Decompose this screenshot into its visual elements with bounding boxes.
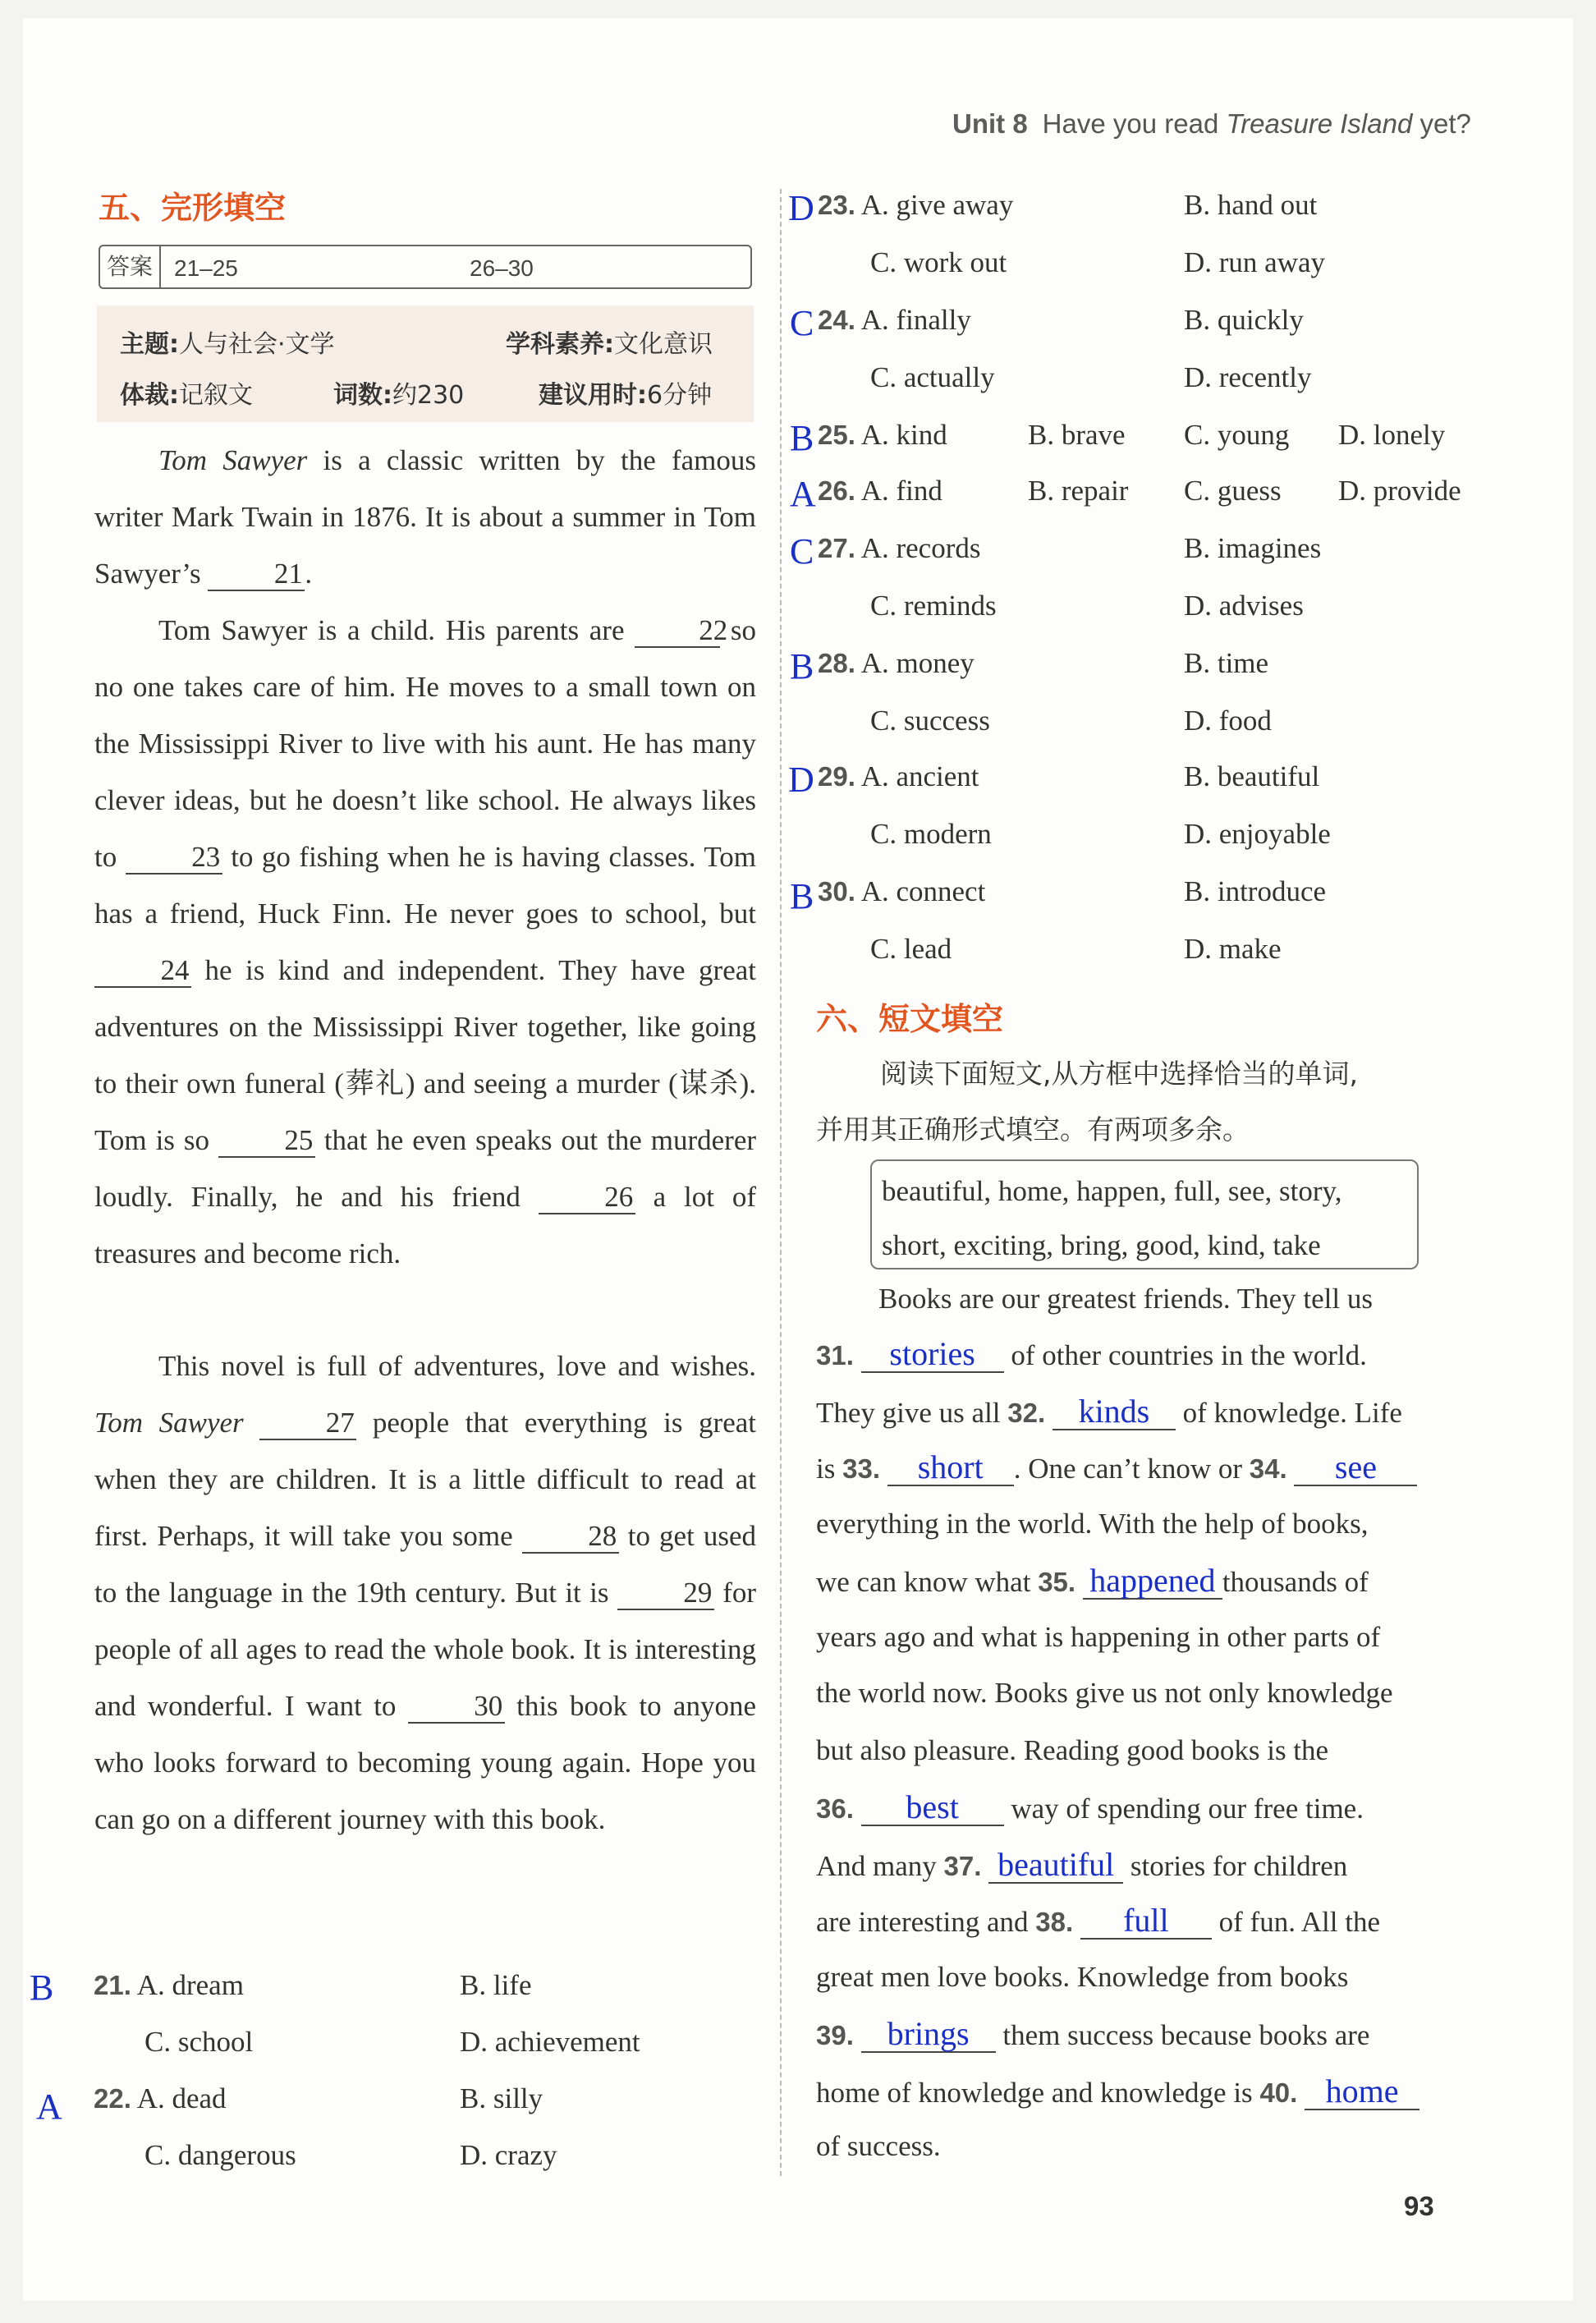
option-a[interactable]: A. dream [136, 1969, 244, 2001]
blank-39[interactable] [861, 2017, 996, 2053]
question-number: 22. [94, 2083, 131, 2114]
blank-number-38: 38. [1035, 1907, 1074, 1937]
option-b[interactable]: B. quickly [1184, 304, 1304, 336]
option-b[interactable]: B. time [1184, 647, 1269, 679]
paragraph-text: to go fishing when he is having classes. Tom has a friend, Huck Finn. He never goes to school, but [94, 841, 756, 930]
blank-number-37: 37. [943, 1851, 982, 1881]
passage-line: but also pleasure. Reading good books is the [816, 1734, 1329, 1766]
passage-line-36 [816, 1790, 1364, 1826]
question-24 [818, 304, 971, 337]
paragraph-text: a lot of treasures and become rich. [94, 1181, 757, 1269]
option-d[interactable]: D. crazy [460, 2139, 557, 2171]
handwritten-answer-28: B [790, 646, 814, 686]
section-6-title: 六、短文填空 [816, 1001, 1004, 1037]
option-d[interactable]: D. food [1184, 705, 1272, 737]
paragraph-text: to get used to the language in the 19th century. But it is [94, 1520, 757, 1609]
paragraph-text: this book to anyone who looks forward to becoming young again. Hope you can go on a different journey with this book. [94, 1690, 756, 1835]
answer-box [99, 245, 752, 289]
option-c[interactable]: C. success [870, 705, 990, 737]
column-divider [780, 189, 782, 2176]
handwritten-answer-30: B [790, 876, 814, 916]
word-count-value: 约230 [392, 381, 465, 410]
handwritten-answer-29: D [788, 760, 814, 800]
blank-31[interactable] [861, 1337, 1004, 1373]
section-5-title: 五、完形填空 [99, 190, 287, 226]
paragraph-text: people that everything is great when they are children. It is a little difficult to read at first. Perhaps, it will take you some [94, 1407, 757, 1552]
question-21 [94, 1969, 244, 2002]
blank-number-36: 36. [816, 1793, 854, 1824]
unit-title-end: yet? [1412, 108, 1471, 139]
question-number: 27. [818, 533, 855, 563]
option-b[interactable]: B. hand out [1184, 189, 1318, 221]
passage-text: are interesting and [816, 1906, 1029, 1938]
passage-line: the world now. Books give us not only knowledge [816, 1677, 1393, 1709]
option-d[interactable]: D. advises [1184, 590, 1304, 622]
word-bank-box [870, 1159, 1419, 1269]
passage-line-40 [816, 2074, 1419, 2110]
blank-37[interactable] [988, 1848, 1123, 1884]
unit-title: Have you read [1042, 108, 1227, 139]
question-27 [818, 532, 980, 565]
time-label: 建议用时: [539, 381, 647, 410]
option-d[interactable]: D. lonely [1338, 419, 1446, 451]
handwritten-answer-31: stories [889, 1335, 975, 1372]
page-number: 93 [1404, 2191, 1434, 2221]
option-b[interactable]: B. beautiful [1184, 760, 1320, 792]
handwritten-answer-36: best [906, 1788, 959, 1825]
option-a[interactable]: A. kind [860, 419, 947, 451]
question-number: 28. [818, 648, 855, 678]
option-c[interactable]: C. work out [870, 246, 1007, 278]
handwritten-answer-32: kinds [1078, 1393, 1150, 1430]
passage-text: we can know what [816, 1566, 1031, 1598]
passage-text: And many [816, 1850, 937, 1882]
passage-line-39 [816, 2017, 1369, 2053]
option-a[interactable]: A. finally [860, 304, 971, 336]
passage-line-32 [816, 1394, 1402, 1430]
option-c[interactable]: C. lead [870, 933, 952, 965]
passage-text: They give us all [816, 1397, 1001, 1429]
question-30 [818, 875, 985, 908]
handwritten-answer-26: A [790, 474, 816, 514]
passage-line: everything in the world. With the help of books, [816, 1508, 1369, 1540]
option-a[interactable]: A. find [860, 475, 942, 507]
question-number: 29. [818, 761, 855, 792]
option-d[interactable]: D. provide [1338, 475, 1461, 507]
cloze-paragraph-2 [94, 602, 756, 1282]
blank-36[interactable] [861, 1790, 1004, 1826]
cloze-paragraph-3 [94, 1338, 756, 1848]
blank-25[interactable]: 25 [218, 1126, 315, 1158]
blank-number-31: 31. [816, 1340, 854, 1370]
blank-35[interactable] [1083, 1563, 1222, 1600]
handwritten-answer-24: C [790, 303, 814, 343]
blank-34[interactable] [1294, 1450, 1417, 1486]
passage-text: thousands of [1222, 1566, 1369, 1598]
option-d[interactable]: D. enjoyable [1184, 818, 1331, 850]
passage-line-31 [816, 1337, 1367, 1373]
paragraph-text: . [305, 558, 313, 590]
question-number: 25. [818, 420, 855, 450]
handwritten-answer-23: D [788, 188, 814, 228]
paragraph-text: that he even speaks out the murderer loudly. Finally, he and his friend [94, 1124, 757, 1213]
question-29 [818, 760, 979, 793]
blank-30[interactable]: 30 [408, 1692, 505, 1724]
unit-label: Unit 8 [952, 108, 1028, 139]
unit-header [952, 108, 1471, 140]
passage-text: of knowledge. Life [1182, 1397, 1402, 1429]
literacy-label: 学科素养: [506, 330, 614, 359]
paragraph-text: Tom Sawyer is a child. His parents are [158, 614, 635, 646]
question-25 [818, 419, 947, 452]
option-a[interactable]: A. connect [860, 875, 986, 907]
option-c[interactable]: C. young [1184, 419, 1290, 451]
blank-number-40: 40. [1259, 2077, 1298, 2108]
answer-range-1: 21–25 [174, 255, 238, 281]
option-d[interactable]: D. achievement [460, 2026, 640, 2058]
passage-text: of other countries in the world. [1011, 1339, 1367, 1371]
book-title: Tom Sawyer [94, 1407, 244, 1439]
handwritten-answer-22: A [36, 2087, 62, 2127]
instruction-line-2: 并用其正确形式填空。有两项多余。 [816, 1113, 1250, 1145]
option-a[interactable]: A. dead [136, 2082, 227, 2114]
blank-33[interactable] [887, 1450, 1014, 1486]
question-23 [818, 189, 1013, 222]
genre-value: 记叙文 [179, 381, 253, 410]
topic-label: 主题: [120, 330, 179, 359]
option-b[interactable]: B. brave [1028, 419, 1126, 451]
paragraph-text: for people of all ages to read the whole book. It is interesting and wonderful. I want to [94, 1577, 757, 1722]
book-title: Tom Sawyer [158, 444, 308, 476]
topic-value: 人与社会·文学 [179, 330, 335, 359]
passage-line-35 [816, 1563, 1369, 1600]
paragraph-text: he is kind and independent. They have great adventures on the Mississippi River together, like going to their own funeral (葬礼) and seeing a murder (谋杀). Tom is so [94, 954, 756, 1156]
blank-24[interactable]: 24 [94, 956, 191, 988]
blank-26[interactable]: 26 [539, 1182, 635, 1214]
passage-line: great men love books. Knowledge from books [816, 1961, 1349, 1993]
word-count-label: 词数: [333, 381, 392, 410]
option-a[interactable]: A. records [860, 532, 981, 564]
question-28 [818, 647, 975, 680]
paragraph-text [244, 1407, 260, 1439]
blank-29[interactable]: 29 [617, 1578, 714, 1610]
word-bank-line-1: beautiful, home, happen, full, see, story, [882, 1175, 1342, 1207]
handwritten-answer-35: happened [1089, 1562, 1216, 1599]
option-c[interactable]: C. school [144, 2026, 254, 2058]
question-number: 24. [818, 305, 855, 335]
passage-info-box [97, 305, 754, 422]
cloze-paragraph-1 [94, 432, 756, 602]
option-d[interactable]: D. run away [1184, 246, 1326, 278]
option-b[interactable]: B. introduce [1184, 875, 1327, 907]
passage-text: is [816, 1453, 836, 1485]
blank-22[interactable]: 22 [635, 616, 720, 648]
option-a[interactable]: A. money [860, 647, 975, 679]
passage-text: of fun. All the [1218, 1906, 1381, 1938]
blank-28[interactable]: 28 [522, 1522, 619, 1554]
passage-text: . One can’t know or [1013, 1453, 1243, 1485]
handwritten-answer-27: C [790, 531, 814, 572]
blank-number-39: 39. [816, 2020, 854, 2050]
option-a[interactable]: A. give away [860, 189, 1014, 221]
question-number: 23. [818, 190, 855, 220]
blank-number-34: 34. [1249, 1453, 1287, 1484]
option-c[interactable]: C. reminds [870, 590, 997, 622]
option-c[interactable]: C. modern [870, 818, 992, 850]
passage-line-38 [816, 1903, 1380, 1940]
blank-27[interactable]: 27 [259, 1408, 356, 1440]
answer-label: 答案 [100, 246, 161, 287]
blank-number-32: 32. [1007, 1398, 1046, 1428]
instruction-line-1: 阅读下面短文,从方框中选择恰当的单词, [880, 1058, 1358, 1090]
blank-40[interactable] [1305, 2074, 1419, 2110]
option-c[interactable]: C. guess [1184, 475, 1282, 507]
paragraph-text: is a classic written by the famous writer Mark Twain in 1876. It is about a summer in Tom Sawyer’s [94, 444, 756, 590]
passage-line-33-34 [816, 1450, 1417, 1486]
option-c[interactable]: C. actually [870, 361, 995, 393]
option-b[interactable]: B. repair [1028, 475, 1129, 507]
question-number: 30. [818, 876, 855, 907]
passage-text: stories for children [1130, 1850, 1348, 1882]
option-c[interactable]: C. dangerous [144, 2139, 296, 2171]
passage-text: way of spending our free time. [1011, 1793, 1364, 1825]
genre-label: 体裁: [120, 381, 179, 410]
blank-32[interactable] [1053, 1394, 1176, 1430]
question-number: 21. [94, 1970, 131, 2000]
blank-number-35: 35. [1038, 1567, 1076, 1597]
blank-23[interactable]: 23 [126, 842, 222, 875]
word-bank-line-2: short, exciting, bring, good, kind, take [882, 1229, 1321, 1261]
option-b[interactable]: B. life [460, 1969, 532, 2001]
passage-text: home of knowledge and knowledge is [816, 2077, 1253, 2109]
answer-range-2: 26–30 [470, 255, 534, 281]
option-a[interactable]: A. ancient [860, 760, 979, 792]
time-value: 6分钟 [647, 381, 713, 410]
passage-line: years ago and what is happening in other parts of [816, 1621, 1381, 1653]
question-26 [818, 475, 942, 507]
passage-text: them success because books are [1002, 2019, 1370, 2051]
question-22 [94, 2082, 227, 2115]
question-number: 26. [818, 475, 855, 506]
handwritten-answer-33: short [917, 1448, 984, 1485]
handwritten-answer-21: B [30, 1967, 54, 2008]
handwritten-answer-25: B [790, 418, 814, 458]
handwritten-answer-34: see [1334, 1448, 1377, 1485]
handwritten-answer-39: brings [887, 2015, 970, 2052]
paragraph-text: This novel is full of adventures, love and wishes. [158, 1350, 756, 1382]
handwritten-answer-37: beautiful [998, 1846, 1115, 1883]
option-d[interactable]: D. make [1184, 933, 1282, 965]
unit-title-italic: Treasure Island [1226, 108, 1413, 139]
handwritten-answer-38: full [1123, 1902, 1169, 1939]
passage-line: of success. [816, 2130, 941, 2162]
literacy-value: 文化意识 [614, 330, 713, 359]
passage-line-37 [816, 1848, 1347, 1884]
blank-21[interactable]: 21 [208, 559, 305, 591]
blank-38[interactable] [1080, 1903, 1212, 1940]
option-b[interactable]: B. silly [460, 2082, 543, 2114]
paragraph-text: so no one takes care of him. He moves to a small town on the Mississippi River to live with his aunt. He has many clever ideas, but he doesn’t like school. He always likes to [94, 614, 756, 873]
passage-line: Books are our greatest friends. They tell us [878, 1283, 1373, 1315]
option-d[interactable]: D. recently [1184, 361, 1312, 393]
blank-number-33: 33. [842, 1453, 880, 1484]
handwritten-answer-40: home [1325, 2073, 1399, 2110]
option-b[interactable]: B. imagines [1184, 532, 1322, 564]
